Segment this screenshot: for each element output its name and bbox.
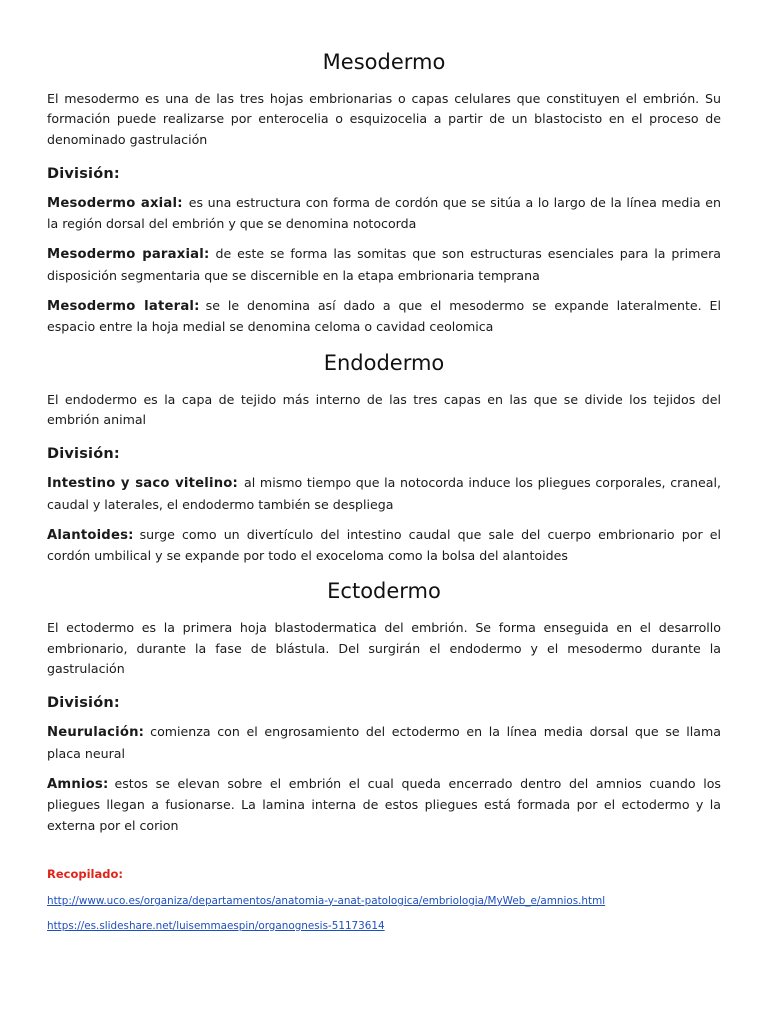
endodermo-intro: El endodermo es la capa de tejido más interno de las tres capas en las que se divide los tejidos del embrión animal [47,391,721,427]
item-text: se le denomina así dado a que el mesodermo se expande lateralmente. El espacio entre la hoja medial se denomina celoma o cavidad ceolomica [47,298,721,335]
section-title-endodermo: Endodermo [323,350,445,375]
section-title-ectodermo: Ectodermo [327,579,441,604]
mesodermo-division-heading: División: [47,165,120,182]
item-text: comienza con el engrosamiento del ectodermo en la línea media dorsal que se llama placa neural [47,724,721,761]
ectodermo-division-heading: División: [47,695,120,712]
ectodermo-item-neurulacion [47,722,721,764]
item-term: Intestino y saco vitelino: [47,476,239,492]
item-term: Neurulación: [47,725,145,741]
item-text: estos se elevan sobre el embrión el cual queda encerrado dentro del amnios cuando los pliegues llegan a fusionarse. La lamina interna de estos pliegues está formada por el ectodermo y la externa por el corion [47,775,721,833]
reference-link-slideshare[interactable]: https://es.slideshare.net/luisemmaespin/organognesis-51173614 [47,919,385,932]
mesodermo-item-axial [47,193,721,235]
item-text: es una estructura con forma de cordón que se sitúa a lo largo de la línea media en la región dorsal del embrión y que se denomina notocorda [47,194,721,232]
item-term: Alantoides: [47,527,134,543]
endodermo-division-heading: División: [47,446,120,463]
endodermo-item-intestino [47,473,721,515]
reference-link-uco[interactable]: http://www.uco.es/organiza/departamentos/anatomia-y-anat-patologica/embriologia/MyWeb_e/amnios.html [47,894,606,907]
item-term: Mesodermo paraxial: [47,247,210,263]
endodermo-item-alantoides [47,525,721,567]
ectodermo-intro: El ectodermo es la primera hoja blastodermatica del embrión. Se forma enseguida en el desarrollo embrionario, durante la fase de blástula. Del surgirán el endodermo y el mesodermo durante la gastrulación [47,620,721,677]
item-term: Mesodermo axial: [47,195,183,211]
item-text: surge como un divertículo del intestino caudal que sale del cuerpo embrionario por el cordón umbilical y se expande por todo el exoceloma como la bolsa del alantoides [47,526,721,564]
ectodermo-item-amnios [47,774,721,836]
item-term: Mesodermo lateral: [47,299,200,315]
section-title-mesodermo: Mesodermo [322,50,446,74]
item-text: de este se forma las somitas que son estructuras esenciales para la primera disposición segmentaria que se discernible en la etapa embrionaria temprana [47,246,721,283]
item-text: al mismo tiempo que la notocorda induce los pliegues corporales, craneal, caudal y laterales, el endodermo también se despliega [47,475,721,512]
mesodermo-item-paraxial [47,244,721,286]
references-label: Recopilado: [47,866,123,881]
references-block [47,864,721,933]
item-term: Amnios: [47,776,109,792]
mesodermo-item-lateral [47,296,721,338]
mesodermo-intro: El mesodermo es una de las tres hojas embrionarias o capas celulares que constituyen el embrión. Su formación puede realizarse por enterocelia o esquizocelia a partir de un blastocisto en el proceso de denominado gastrulación [47,91,721,147]
